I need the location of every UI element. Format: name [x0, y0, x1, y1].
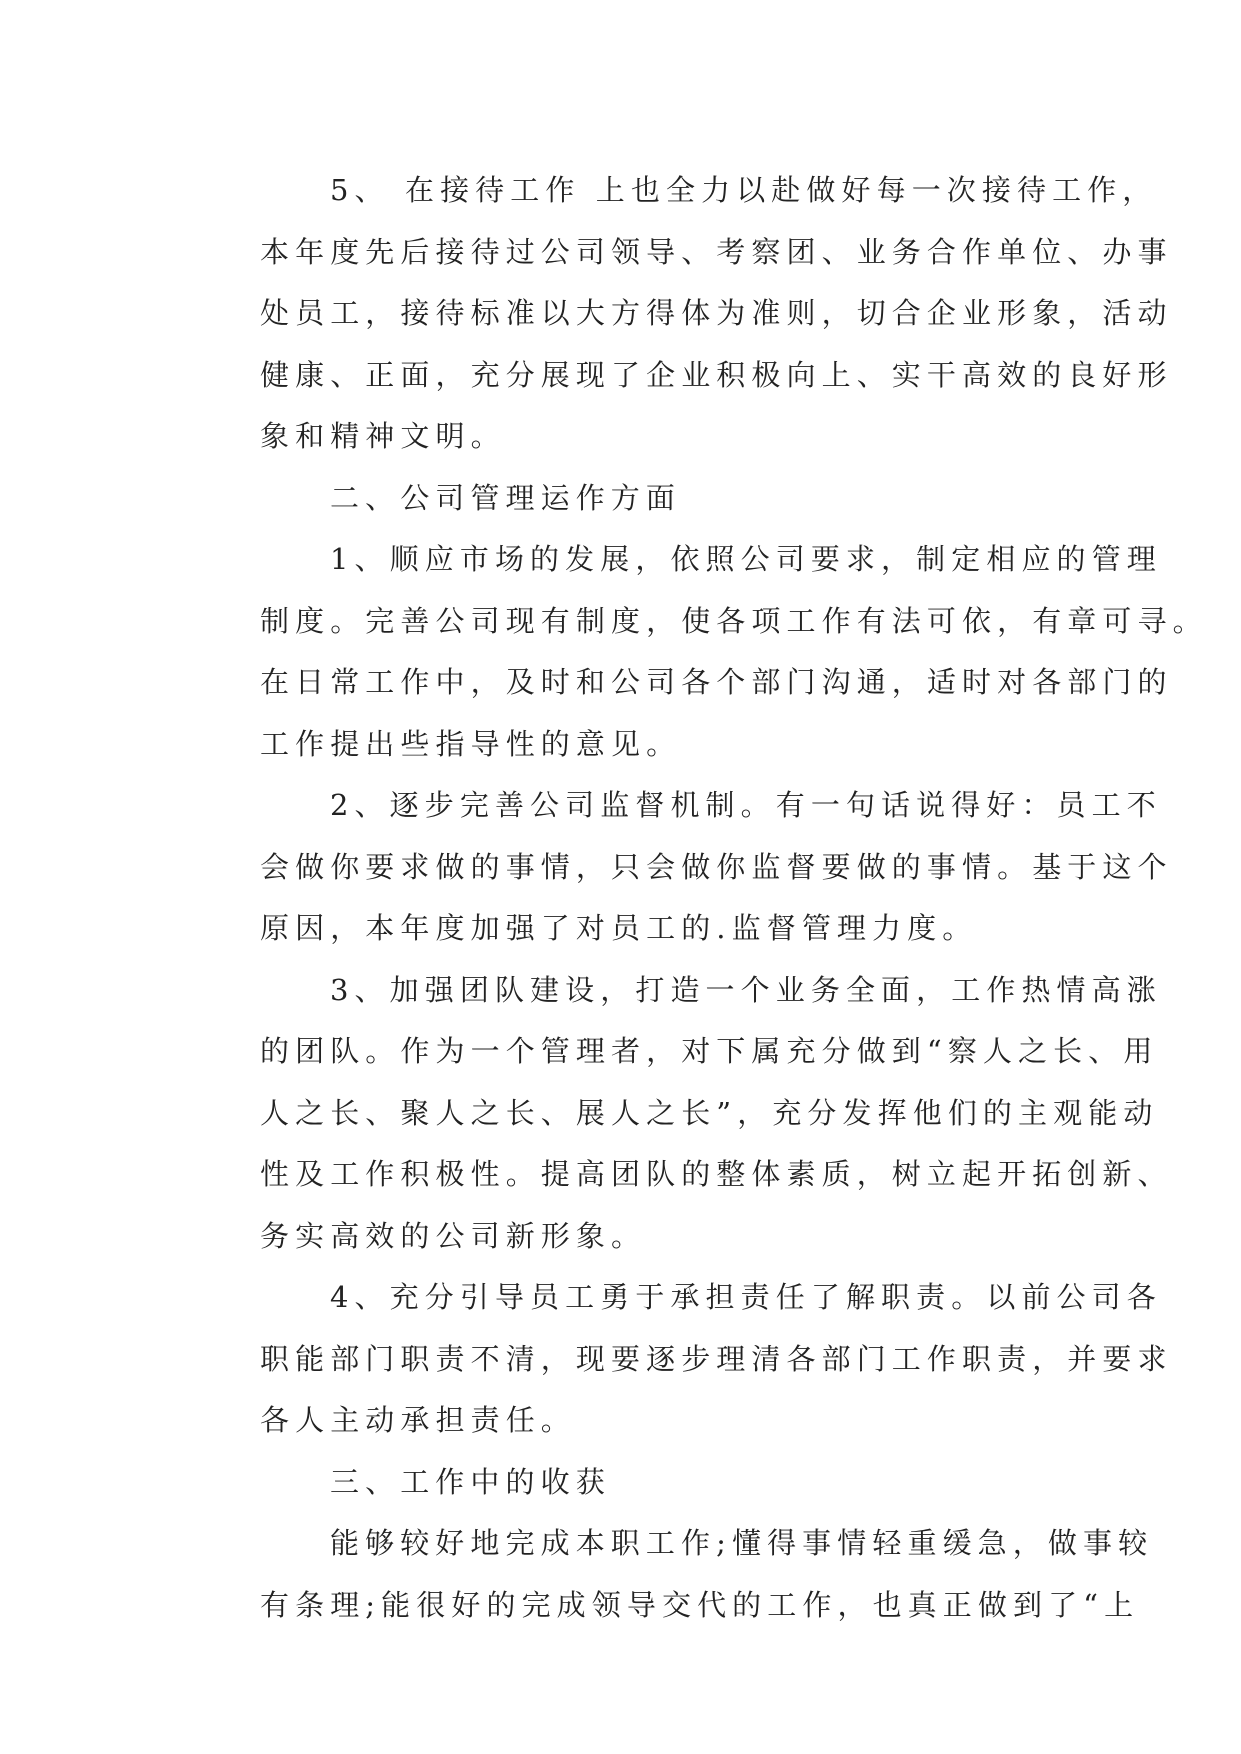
- text-line: 职能部门职责不清，现要逐步理清各部门工作职责，并要求: [260, 1341, 1173, 1376]
- text-line: 的团队。作为一个管理者，对下属充分做到“察人之长、用: [260, 1034, 1159, 1068]
- document-body: [190, 160, 1208, 1636]
- text-line: 有条理;能很好的完成领导交代的工作，也真正做到了“上: [260, 1587, 1140, 1622]
- text-line: 4、充分引导员工勇于承担责任了解职责。以前公司各: [330, 1280, 1162, 1314]
- section-heading-gains: [190, 1452, 1070, 1514]
- heading-line: 二、公司管理运作方面: [330, 480, 682, 515]
- text-line: 性及工作积极性。提高团队的整体素质，树立起开拓创新、: [260, 1157, 1173, 1191]
- text-line: 象和精神文明。: [260, 419, 506, 453]
- paragraph-item-3: [190, 960, 1173, 1268]
- text-line: 工作提出些指导性的意见。: [260, 726, 682, 761]
- text-line: 各人主动承担责任。: [260, 1403, 576, 1437]
- section-heading-management: [190, 468, 1070, 530]
- text-line: 5、 在接待工作 上也全力以赴做好每一次接待工作，: [330, 173, 1158, 207]
- text-line: 人之长、聚人之长、展人之长”，充分发挥他们的主观能动: [260, 1095, 1159, 1130]
- paragraph-item-4: [190, 1267, 1173, 1452]
- text-line: 处员工，接待标准以大方得体为准则，切合企业形象，活动: [260, 296, 1173, 330]
- text-line: 制度。完善公司现有制度，使各项工作有法可依，有章可寻。: [260, 603, 1208, 638]
- paragraph-gains: [190, 1513, 1154, 1636]
- paragraph-item-1: [190, 529, 1208, 775]
- text-line: 原因，本年度加强了对员工的.监督管理力度。: [260, 911, 978, 945]
- text-line: 健康、正面，充分展现了企业积极向上、实干高效的良好形: [260, 357, 1173, 392]
- text-line: 务实高效的公司新形象。: [260, 1218, 647, 1253]
- paragraph-item-2: [190, 775, 1173, 960]
- text-line: 2、逐步完善公司监督机制。有一句话说得好：员工不: [330, 788, 1162, 822]
- heading-line: 三、工作中的收获: [330, 1464, 611, 1499]
- text-line: 3、加强团队建设，打造一个业务全面，工作热情高涨: [330, 972, 1162, 1007]
- paragraph-reception: [190, 160, 1173, 468]
- text-line: 能够较好地完成本职工作;懂得事情轻重缓急，做事较: [330, 1526, 1154, 1560]
- text-line: 本年度先后接待过公司领导、考察团、业务合作单位、办事: [260, 234, 1173, 269]
- text-line: 在日常工作中，及时和公司各个部门沟通，适时对各部门的: [260, 665, 1173, 699]
- text-line: 1、顺应市场的发展，依照公司要求，制定相应的管理: [330, 542, 1162, 576]
- text-line: 会做你要求做的事情，只会做你监督要做的事情。基于这个: [260, 849, 1173, 884]
